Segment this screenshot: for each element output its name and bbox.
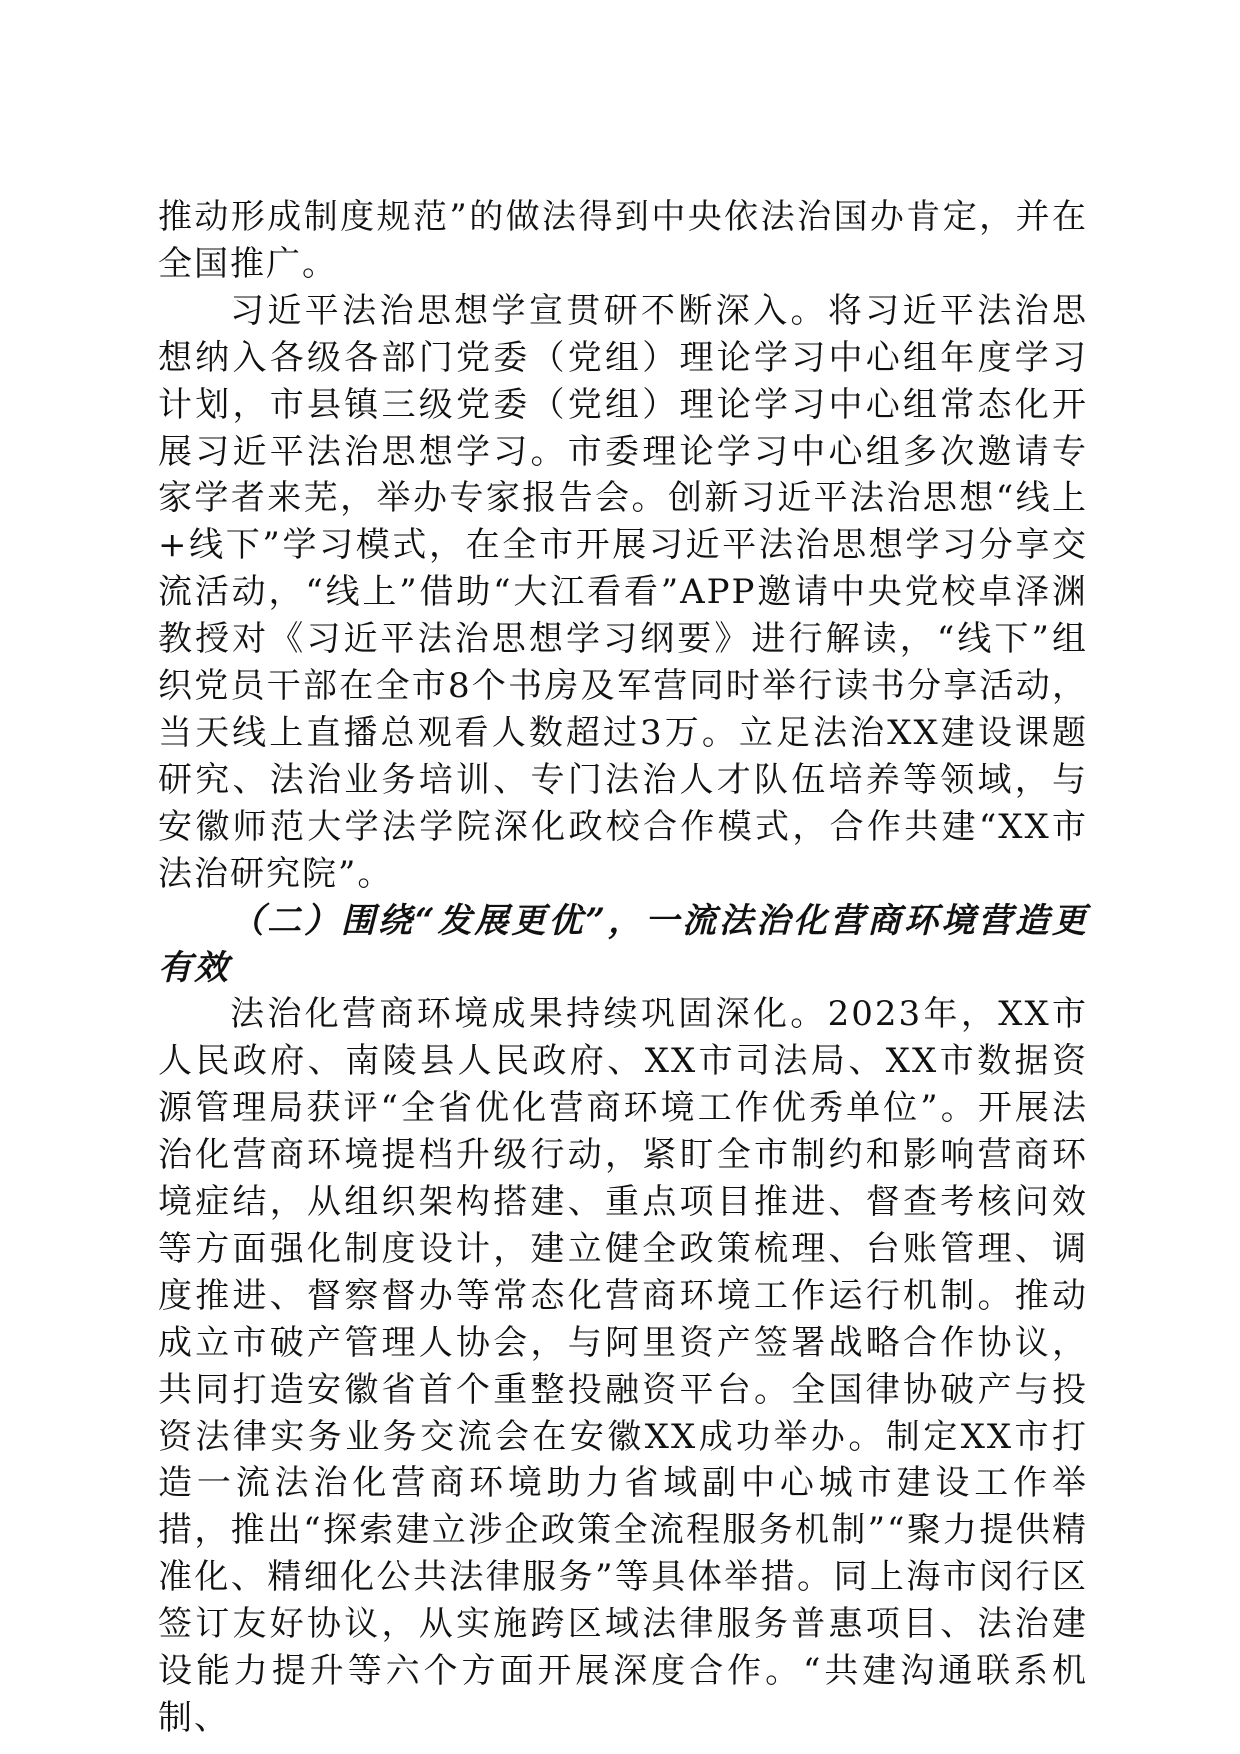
paragraph-continuation: 推动形成制度规范”的做法得到中央依法治国办肯定，并在全国推广。 xyxy=(158,197,1088,284)
paragraph-study: 习近平法治思想学宣贯研不断深入。将习近平法治思想纳入各级各部门党委（党组）理论学习中心组年度学习计划，市县镇三级党委（党组）理论学习中心组常态化开展习近平法治思想学习。市委理论学习中心组多次邀请专家学者来芜，举办专家报告会。创新习近平法治思想“线上+线下”学习模式，在全市开展习近平法治思想学习分享交流活动，“线上”借助“大江看看”APP邀请中央党校卓泽渊教授对《习近平法治思想学习纲要》进行解读，“线下”组织党员干部在全市8个书房及军营同时举行读书分享活动，当天线上直播总观看人数超过3万。立足法治XX建设课题研究、法治业务培训、专门法治人才队伍培养等领域，与安徽师范大学法学院深化政校合作模式，合作共建“XX市法治研究院”。 xyxy=(158,290,1088,894)
document-body xyxy=(158,194,1088,1742)
paragraph-business: 法治化营商环境成果持续巩固深化。2023年，XX市人民政府、南陵县人民政府、XX市司法局、XX市数据资源管理局获评“全省优化营商环境工作优秀单位”。开展法治化营商环境提档升级行动，紧盯全市制约和影响营商环境症结，从组织架构搭建、重点项目推进、督查考核问效等方面强化制度设计，建立健全政策梳理、台账管理、调度推进、督察督办等常态化营商环境工作运行机制。推动成立市破产管理人协会，与阿里资产签署战略合作协议，共同打造安徽省首个重整投融资平台。全国律协破产与投资法律实务业务交流会在安徽XX成功举办。制定XX市打造一流法治化营商环境助力省域副中心城市建设工作举措，推出“探索建立涉企政策全流程服务机制”“聚力提供精准化、精细化公共法律服务”等具体举措。同上海市闵行区签订友好协议，从实施跨区域法律服务普惠项目、法治建设能力提升等六个方面开展深度合作。“共建沟通联系机制、 xyxy=(158,994,1088,1738)
section-heading: （二）围绕“发展更优”，一流法治化营商环境营造更有效 xyxy=(158,900,1088,988)
